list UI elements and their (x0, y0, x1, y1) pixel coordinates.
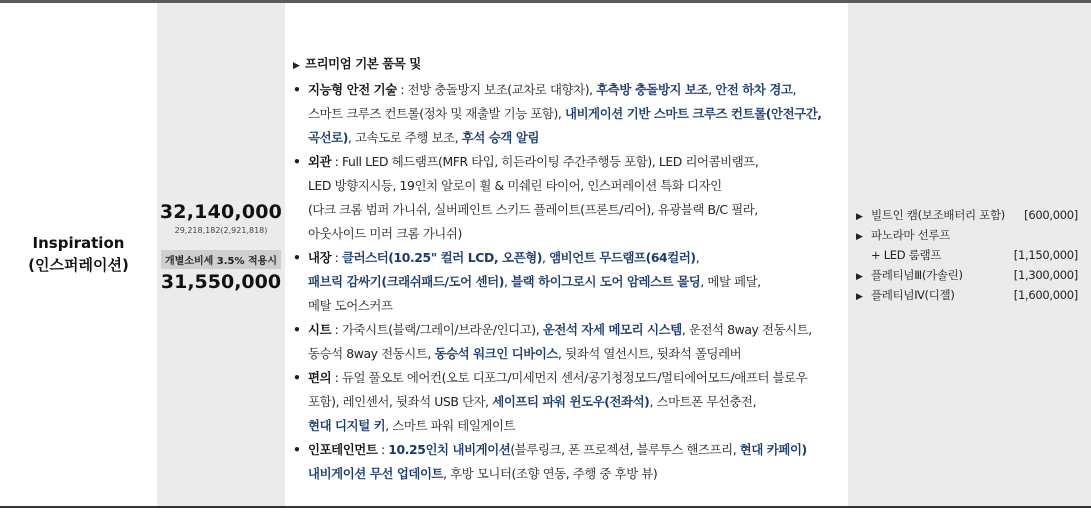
tax-label: 개별소비세 3.5% 적용시 (161, 250, 281, 269)
middle-dot-icon: • (293, 370, 301, 385)
spec-heading: ▶ 프리미엄 기본 품목 및 (293, 52, 841, 78)
middle-dot-icon: • (293, 82, 301, 97)
middle-dot-icon: • (293, 442, 301, 457)
spec-exterior-cont: (다크 크롬 범퍼 가니쉬, 실버페인트 스키드 플레이트(프론트/리어), 유광블랙 B/C 필라, (308, 202, 758, 217)
trim-name: Inspiration (32, 234, 125, 252)
option-item: + LED 룸램프 [1,150,000] (856, 245, 1078, 265)
black-triangle-icon: ▶ (856, 292, 863, 302)
option-price: [1,600,000] (1013, 288, 1078, 302)
spec-safety-cont: 스마트 크루즈 컨트롤(정차 및 재출발 기능 포함), 내비게이션 기반 스마트 크루즈 컨트롤(안전구간, (308, 106, 822, 121)
middle-dot-icon: • (293, 154, 301, 169)
spec-convenience: • 편의 : 듀얼 풀오토 에어컨(오토 디포그/미세먼지 센서/공기청정모드/멀티에어모드/애프터 블로우 (293, 366, 841, 390)
spec-safety-cont: 곡선로), 고속도로 주행 보조, 후석 승객 알림 (308, 130, 540, 145)
spec-exterior: • 외관 : Full LED 헤드램프(MFR 타입, 히든라이팅 주간주행등 포함), LED 리어콤비램프, (293, 150, 841, 174)
spec-seat-cont: 동승석 8way 전동시트, 동승석 워크인 디바이스, 뒷좌석 열선시트, 뒷좌석 폴딩레버 (308, 346, 742, 361)
option-price: [1,300,000] (1013, 268, 1078, 282)
option-item: ▶ 빌트인 캠(보조배터리 포함) [600,000] (856, 205, 1078, 225)
option-list (856, 205, 1078, 305)
price-cell (157, 200, 285, 294)
spec-exterior-cont: 아웃사이드 미러 크롬 가니쉬) (308, 226, 462, 241)
black-triangle-icon: ▶ (856, 232, 863, 242)
option-item: ▶ 파노라마 선루프 (856, 225, 1078, 245)
option-item: ▶ 플레티넘Ⅳ(디젤) [1,600,000] (856, 285, 1078, 305)
base-price: 32,140,000 (159, 201, 283, 223)
spec-safety: • 지능형 안전 기술 : 전방 충돌방지 보조(교차로 대향차), 후측방 충돌방지 보조, 안전 하차 경고, (293, 78, 841, 102)
spec-seat: • 시트 : 가죽시트(블랙/그레이/브라운/인디고), 운전석 자세 메모리 시스템, 운전석 8way 전동시트, (293, 318, 841, 342)
black-triangle-icon: ▶ (856, 272, 863, 282)
trim-korean-name: (인스퍼레이션) (28, 256, 129, 274)
black-triangle-icon: ▶ (856, 212, 863, 222)
option-price: [1,150,000] (1013, 248, 1078, 262)
price-breakdown: 29,218,182(2,921,818) (174, 226, 268, 235)
spec-exterior-cont: LED 방향지시등, 19인치 알로이 휠 & 미쉐린 타이어, 인스퍼레이션 특화 디자인 (308, 178, 722, 193)
spec-convenience-cont: 현대 디지털 키, 스마트 파워 테일게이트 (308, 418, 516, 433)
spec-interior-cont: 패브릭 감싸기(크래쉬패드/도어 센터), 블랙 하이그로시 도어 암레스트 몰딩, 메탈 페달, (308, 274, 761, 289)
spec-list (293, 52, 841, 486)
option-item: ▶ 플레티넘Ⅲ(가솔린) [1,300,000] (856, 265, 1078, 285)
spec-interior-cont: 메탈 도어스커프 (308, 298, 393, 313)
trim-cell (0, 232, 157, 276)
tax-applied-price: 31,550,000 (160, 271, 282, 293)
option-price: [600,000] (1024, 208, 1078, 222)
bottom-rule (0, 506, 1091, 508)
spec-interior: • 내장 : 클러스터(10.25" 컬러 LCD, 오픈형), 앰비언트 무드램프(64컬러), (293, 246, 841, 270)
spec-convenience-cont: 포함), 레인센서, 뒷좌석 USB 단자, 세이프티 파워 윈도우(전좌석), 스마트폰 무선충전, (308, 394, 757, 409)
black-triangle-icon: ▶ (293, 61, 300, 71)
middle-dot-icon: • (293, 322, 301, 337)
spec-infotainment-cont: 내비게이션 무선 업데이트, 후방 모니터(조향 연동, 주행 중 후방 뷰) (308, 466, 658, 481)
spec-infotainment: • 인포테인먼트 : 10.25인치 내비게이션(블루링크, 폰 프로젝션, 블루투스 핸즈프리, 현대 카페이) (293, 438, 841, 462)
middle-dot-icon: • (293, 250, 301, 265)
